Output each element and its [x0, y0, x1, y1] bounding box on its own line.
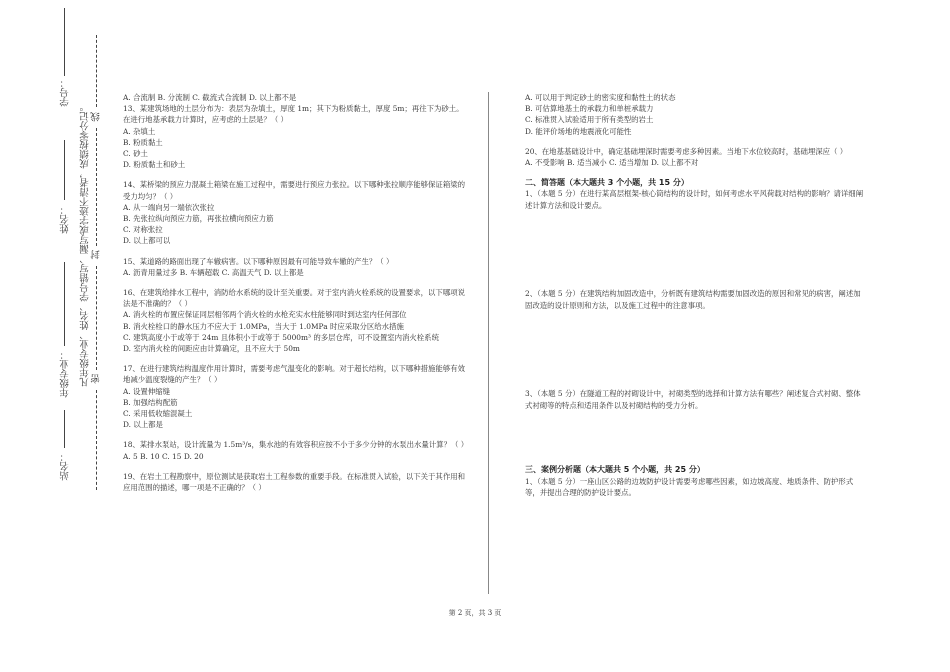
question-19 — [123, 471, 468, 493]
q17-option-d: D. 以上都是 — [123, 420, 163, 430]
question-13 — [123, 103, 468, 170]
student-id-blank — [64, 8, 65, 76]
seal-line-top — [96, 35, 97, 107]
question-20 — [525, 146, 865, 168]
q17-option-a: A. 设置伸缩缝 — [123, 386, 170, 396]
q13-option-d: D. 粉质黏土和砂土 — [123, 160, 186, 170]
q14-option-c: C. 对称张拉 — [123, 225, 163, 235]
label-grade-major: 年级专业： — [60, 350, 71, 398]
q16-option-a: A. 消火栓的布置应保证同层相邻两个消火栓的水枪充实水柱能够同时到达室内任何部位 — [123, 310, 407, 320]
question-14 — [123, 179, 468, 246]
q18-options: A. 5 B. 10 C. 15 D. 20 — [123, 451, 204, 461]
q14-option-b: B. 先张拉纵向预应力筋，再张拉横向预应力筋 — [123, 214, 274, 224]
q13-option-c: C. 砂土 — [123, 149, 148, 159]
q17-stem: 17、在进行建筑结构温度作用计算时，需要考虑气温变化的影响。对于超长结构，以下哪种措施能够有效地减少温度裂缝的产生？（ ） — [123, 364, 465, 385]
q20-options: A. 不受影响 B. 适当减小 C. 适当增加 D. 以上都不对 — [525, 158, 699, 168]
grade-major-blank — [64, 262, 65, 346]
right-column — [525, 92, 865, 498]
q15-options: A. 沥青用量过多 B. 车辆超载 C. 高温天气 D. 以上都是 — [123, 267, 304, 277]
section-2-title: 二、简答题（本大题共 3 个小题，共 15 分） — [525, 178, 689, 188]
q14-stem: 14、某桥梁的预应力混凝土箱梁在施工过程中，需要进行预应力张拉。以下哪种张拉顺序能够保证箱梁的受力均匀？（ ） — [123, 180, 465, 201]
section-3-title: 三、案例分析题（本大题共 5 个小题，共 25 分） — [525, 465, 705, 475]
q13-option-b: B. 粉质黏土 — [123, 137, 163, 147]
q20-stem: 20、在地基基础设计中，确定基础埋深时需要考虑多种因素。当地下水位较高时，基础埋深应（ ） — [525, 146, 848, 156]
short-answer-2: 2、（本题 5 分）在建筑结构加固改造中，分析既有建筑结构需要加固改造的原因和常见的病害，阐述加固改造的设计原则和方法，以及施工过程中的注意事项。 — [525, 289, 861, 310]
q15-stem: 15、某道路的路面出现了车辙病害。以下哪种原因最有可能导致车辙的产生？（ ） — [123, 256, 394, 266]
seal-line-bottom — [96, 390, 97, 490]
binding-margin — [0, 0, 110, 672]
q17-option-b: B. 加强结构配筋 — [123, 397, 178, 407]
q14-option-a: A. 从一端向另一端依次张拉 — [123, 202, 215, 212]
case-analysis-1: 1、（本题 5 分）一座山区公路的边坡防护设计需要考虑哪些因素，如边坡高度、地质条件、防护形式等，并提出合理的防护设计要点。 — [525, 476, 854, 497]
q19-option-d: D. 能评价场地的地震液化可能性 — [525, 126, 632, 136]
q19-stem: 19、在岩土工程勘察中，原位测试是获取岩土工程参数的重要手段。在标准贯入试验，以下关于其作用和应用范围的描述，哪一项是不正确的？（ ） — [123, 471, 465, 493]
q13-stem: 13、某建筑场地的土层分布为：表层为杂填土，厚度 1m；其下为粉质黏土，厚度 5m；再往下为砂土。在进行地基承载力计算时，应考虑的土层是？（ ） — [123, 104, 464, 125]
q13-option-a: A. 杂填土 — [123, 126, 156, 136]
short-answer-1: 1、（本题 5 分）在进行某高层框架-核心筒结构的设计时，如何考虑水平风荷载对结构的影响？请详细阐述计算方法和设计要点。 — [525, 189, 864, 210]
page-footer: 第 2 页，共 3 页 — [448, 609, 502, 617]
question-18 — [123, 439, 468, 461]
q17-option-c: C. 采用低收缩混凝土 — [123, 409, 193, 419]
column-divider — [488, 92, 489, 594]
question-16 — [123, 287, 468, 354]
q14-option-d: D. 以上都可以 — [123, 236, 171, 246]
question-19-options — [525, 92, 865, 137]
label-student-id: 学号： — [60, 78, 71, 107]
short-answer-3: 3、（本题 5 分）在隧道工程的衬砌设计中，衬砌类型的选择和计算方法有哪些？阐述复合式衬砌、整体式衬砌等的特点和适用条件以及衬砌结构的受力分析。 — [525, 389, 861, 410]
seal-char-xian: 线 — [91, 112, 102, 122]
label-station: 站名： — [60, 452, 71, 481]
q19-option-c: C. 标准贯入试验适用于所有类型的岩土 — [525, 115, 654, 125]
q16-option-d: D. 室内消火栓的间距应由计算确定，且不应大于 50m — [123, 344, 300, 354]
q19-option-b: B. 可估算地基土的承载力和单桩承载力 — [525, 104, 654, 114]
q16-option-c: C. 建筑高度小于或等于 24m 且体积小于或等于 5000m³ 的多层仓库，可不设置室内消火栓系统 — [123, 332, 439, 342]
notice-text: 凡年级专业、姓名、学号错写、漏写或字迹不清者，成绩按零分记。 — [80, 102, 91, 387]
name-blank — [64, 140, 65, 200]
station-blank — [64, 410, 65, 448]
label-name: 姓名： — [60, 205, 71, 234]
seal-char-mi: 密 — [91, 374, 102, 384]
question-17 — [123, 363, 468, 430]
seal-line-mid — [96, 128, 97, 246]
question-15 — [123, 256, 468, 278]
seal-line-lower — [96, 266, 97, 370]
left-column — [123, 92, 468, 502]
q19-option-a: A. 可以用于判定砂土的密实度和黏性土的状态 — [525, 93, 676, 102]
seal-char-feng: 封 — [91, 250, 102, 260]
q16-option-b: B. 消火栓栓口的静水压力不应大于 1.0MPa，当大于 1.0MPa 时应采取分区给水措施 — [123, 321, 404, 331]
q12-options: A. 合流制 B. 分流制 C. 截流式合流制 D. 以上都不是 — [123, 93, 297, 102]
q16-stem: 16、在建筑给排水工程中，消防给水系统的设计至关重要。对于室内消火栓系统的设置要求，以下哪项说法是不准确的？（ ） — [123, 288, 465, 309]
q18-stem: 18、某排水泵站，设计流量为 1.5m³/s，集水池的有效容积应按不小于多少分钟的水泵出水量计算？（ ） — [123, 440, 469, 450]
